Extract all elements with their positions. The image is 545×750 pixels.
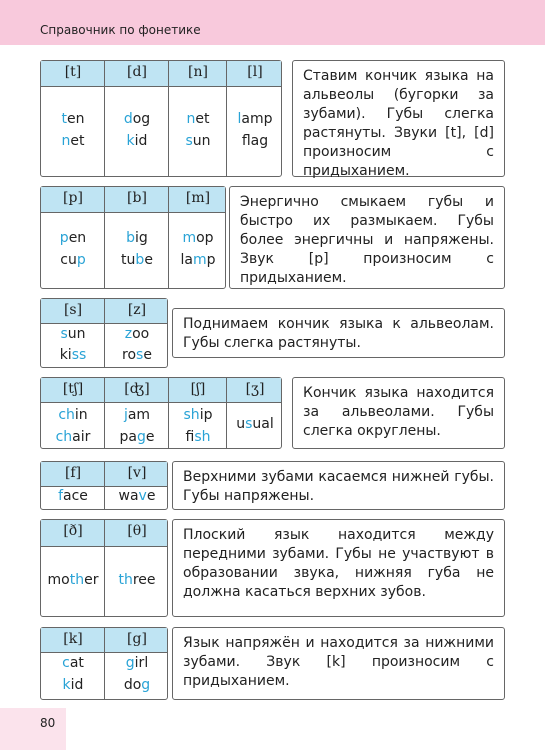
example-word bbox=[105, 326, 169, 342]
word-part: ree bbox=[132, 572, 156, 588]
word-part: irl bbox=[134, 655, 149, 671]
word-part: oo bbox=[132, 326, 150, 342]
highlighted-letters: m bbox=[182, 230, 197, 246]
highlighted-letters: ch bbox=[55, 429, 73, 445]
articulation-note: Кончик языка находится за альвеолами. Губы слегка округлены. bbox=[292, 377, 505, 449]
phoneme-block bbox=[40, 298, 505, 368]
word-part: et bbox=[70, 133, 85, 149]
phoneme-table bbox=[40, 186, 226, 289]
word-part: tu bbox=[121, 252, 136, 268]
highlighted-letters: m bbox=[192, 252, 207, 268]
example-word bbox=[41, 133, 105, 149]
example-word bbox=[41, 488, 105, 504]
phoneme-symbol: [v] bbox=[127, 465, 147, 481]
highlighted-letters: ss bbox=[71, 347, 87, 363]
phoneme-table bbox=[40, 298, 168, 368]
example-word bbox=[105, 655, 169, 671]
header-divider bbox=[41, 86, 281, 87]
highlighted-letters: s bbox=[185, 133, 193, 149]
highlighted-letters: z bbox=[124, 326, 133, 342]
phoneme-symbol: [z] bbox=[127, 302, 147, 318]
example-word bbox=[169, 252, 227, 268]
example-word bbox=[105, 230, 169, 246]
example-word bbox=[105, 572, 169, 588]
articulation-note: Плоский язык находится между передними зубами. Губы не участвуют в образовании звука, нижняя губа не должна касаться верхних зубов. bbox=[172, 519, 505, 617]
word-part: fi bbox=[185, 429, 195, 445]
articulation-note: Язык напряжён и находится за нижними зубами. Звук [k] произносим с придыханием. bbox=[172, 627, 505, 700]
example-word bbox=[169, 111, 227, 127]
word-part: pa bbox=[119, 429, 137, 445]
page-number: 80 bbox=[40, 716, 56, 730]
example-word bbox=[41, 111, 105, 127]
phoneme-block bbox=[40, 627, 505, 700]
phoneme-table bbox=[40, 60, 282, 177]
highlighted-letters: v bbox=[138, 488, 147, 504]
word-part: e bbox=[144, 252, 153, 268]
phoneme-symbol: [tʃ] bbox=[62, 381, 84, 397]
example-word bbox=[41, 429, 105, 445]
highlighted-letters: c bbox=[62, 655, 70, 671]
word-part: ki bbox=[59, 347, 72, 363]
word-part: en bbox=[68, 230, 87, 246]
highlighted-letters: s bbox=[136, 347, 144, 363]
phoneme-block bbox=[40, 60, 505, 177]
highlighted-letters: b bbox=[126, 230, 136, 246]
example-word bbox=[41, 572, 105, 588]
highlighted-letters: j bbox=[123, 407, 128, 423]
word-part: un bbox=[192, 133, 211, 149]
highlighted-letters: l bbox=[237, 111, 242, 127]
phoneme-symbol: [ʃ] bbox=[190, 381, 206, 397]
articulation-note: Поднимаем кончик языка к альвеолам. Губы слегка растянуты. bbox=[172, 308, 505, 358]
highlighted-letters: sh bbox=[194, 429, 211, 445]
word-part: e bbox=[143, 347, 152, 363]
example-word bbox=[41, 347, 105, 363]
highlighted-letters: ch bbox=[58, 407, 75, 423]
example-word bbox=[105, 347, 169, 363]
word-part: amp bbox=[241, 111, 273, 127]
word-part: un bbox=[67, 326, 86, 342]
example-word bbox=[105, 429, 169, 445]
phoneme-table bbox=[40, 461, 168, 510]
highlighted-letters: d bbox=[123, 111, 133, 127]
phoneme-symbol: [ʒ] bbox=[245, 381, 265, 397]
highlighted-letters: g bbox=[125, 655, 135, 671]
example-word bbox=[41, 252, 105, 268]
phoneme-symbol: [d] bbox=[127, 64, 147, 80]
highlighted-letters: s bbox=[60, 326, 68, 342]
word-part: in bbox=[74, 407, 88, 423]
example-word bbox=[105, 133, 169, 149]
word-part: ip bbox=[199, 407, 213, 423]
page-header-title: Справочник по фонетике bbox=[40, 23, 201, 37]
word-part: et bbox=[195, 111, 210, 127]
word-part: op bbox=[196, 230, 214, 246]
word-part: u bbox=[236, 416, 246, 432]
highlighted-letters: g bbox=[136, 429, 146, 445]
phoneme-symbol: [ð] bbox=[63, 523, 83, 539]
highlighted-letters: th bbox=[118, 572, 133, 588]
phoneme-symbol: [ʤ] bbox=[124, 381, 150, 397]
example-word bbox=[41, 655, 105, 671]
phoneme-symbol: [g] bbox=[127, 631, 147, 647]
highlighted-letters: t bbox=[61, 111, 67, 127]
example-word bbox=[169, 133, 227, 149]
example-word bbox=[105, 677, 169, 693]
phoneme-table bbox=[40, 519, 168, 617]
example-word bbox=[105, 488, 169, 504]
word-part: at bbox=[69, 655, 84, 671]
word-part: ro bbox=[122, 347, 137, 363]
word-part: la bbox=[180, 252, 193, 268]
highlighted-letters: f bbox=[58, 488, 64, 504]
phoneme-block bbox=[40, 377, 505, 449]
phoneme-symbol: [f] bbox=[64, 465, 82, 481]
phoneme-symbol: [s] bbox=[63, 302, 83, 318]
highlighted-letters: g bbox=[141, 677, 151, 693]
word-part: ig bbox=[135, 230, 148, 246]
phoneme-table bbox=[40, 627, 168, 700]
header-divider bbox=[41, 402, 281, 403]
word-part: id bbox=[134, 133, 148, 149]
phoneme-symbol: [b] bbox=[127, 190, 147, 206]
word-part: f bbox=[241, 133, 251, 149]
example-word bbox=[169, 407, 227, 423]
example-word bbox=[41, 407, 105, 423]
example-word bbox=[227, 416, 283, 432]
word-part: e bbox=[145, 429, 155, 445]
word-part: ace bbox=[63, 488, 88, 504]
highlighted-letters: sh bbox=[183, 407, 200, 423]
highlighted-letters: p bbox=[59, 230, 69, 246]
phoneme-block bbox=[40, 186, 505, 289]
highlighted-letters: th bbox=[69, 572, 85, 588]
example-word bbox=[41, 326, 105, 342]
word-part: cu bbox=[60, 252, 77, 268]
word-part: id bbox=[70, 677, 84, 693]
phoneme-symbol: [l] bbox=[247, 64, 263, 80]
phoneme-symbol: [m] bbox=[185, 190, 211, 206]
example-word bbox=[105, 252, 169, 268]
phoneme-symbol: [t] bbox=[64, 64, 82, 80]
word-part: en bbox=[67, 111, 85, 127]
phoneme-symbol: [θ] bbox=[127, 523, 147, 539]
articulation-note: Верхними зубами касаемся нижней губы. Губы напряжены. bbox=[172, 461, 505, 510]
word-part: am bbox=[127, 407, 151, 423]
articulation-note: Ставим кончик языка на альвеолы (бугорки за зубами). Губы слегка растянуты. Звуки [t], [d] произносим с придыханием. bbox=[292, 60, 505, 177]
word-part: air bbox=[72, 429, 91, 445]
header-divider bbox=[41, 212, 225, 213]
example-word bbox=[105, 407, 169, 423]
highlighted-letters: n bbox=[186, 111, 196, 127]
word-part: er bbox=[84, 572, 99, 588]
page-number-box bbox=[0, 708, 66, 750]
highlighted-letters: k bbox=[126, 133, 135, 149]
word-part: og bbox=[132, 111, 151, 127]
example-word bbox=[169, 429, 227, 445]
word-part: mo bbox=[47, 572, 70, 588]
word-part: ag bbox=[250, 133, 269, 149]
phoneme-block bbox=[40, 519, 505, 617]
word-part: ual bbox=[252, 416, 274, 432]
highlighted-letters: n bbox=[61, 133, 71, 149]
phoneme-table bbox=[40, 377, 282, 449]
phoneme-symbol: [n] bbox=[188, 64, 208, 80]
highlighted-letters: k bbox=[62, 677, 71, 693]
articulation-note: Энергично смыкаем губы и быстро их размыкаем. Губы более энергичны и напряжены. Звук [p] произносим с придыханием. bbox=[229, 186, 505, 289]
highlighted-letters: s bbox=[245, 416, 253, 432]
word-part: e bbox=[146, 488, 156, 504]
phoneme-symbol: [k] bbox=[63, 631, 83, 647]
word-part: p bbox=[206, 252, 216, 268]
example-word bbox=[105, 111, 169, 127]
example-word bbox=[169, 230, 227, 246]
word-part: do bbox=[123, 677, 142, 693]
word-part: wa bbox=[118, 488, 139, 504]
phoneme-symbol: [p] bbox=[63, 190, 83, 206]
phoneme-block bbox=[40, 461, 505, 510]
example-word bbox=[227, 111, 283, 127]
highlighted-letters: p bbox=[76, 252, 86, 268]
example-word bbox=[41, 677, 105, 693]
highlighted-letters: b bbox=[135, 252, 145, 268]
example-word bbox=[227, 133, 283, 149]
example-word bbox=[41, 230, 105, 246]
